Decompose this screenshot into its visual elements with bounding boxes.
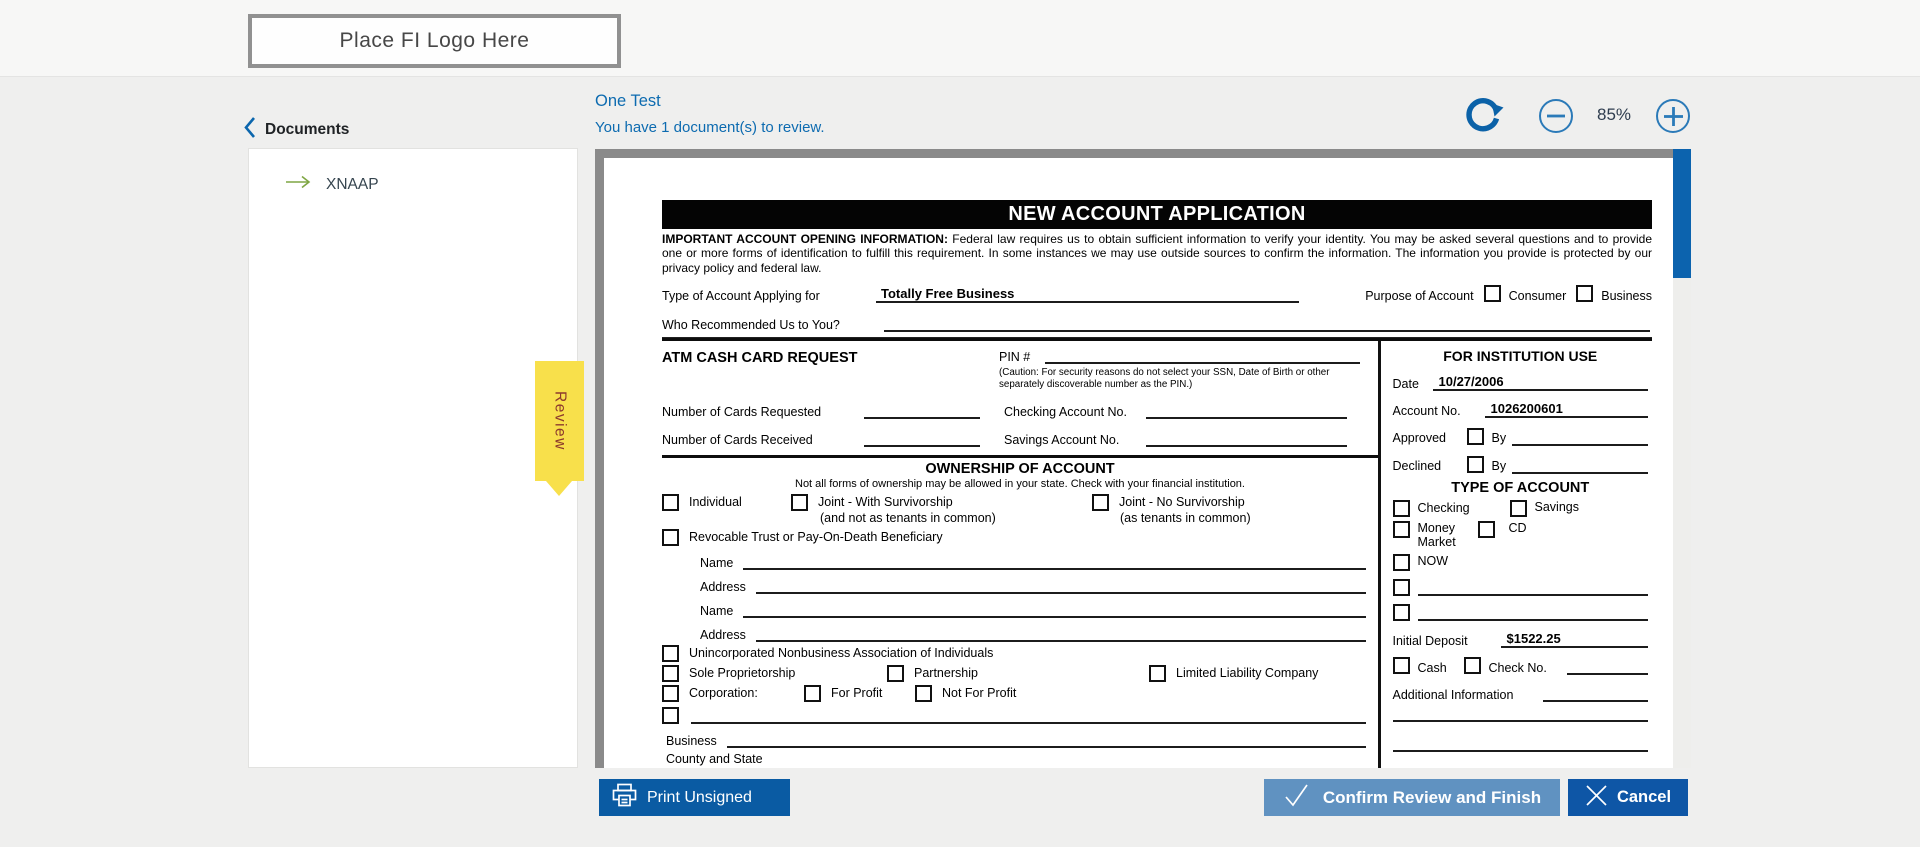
print-unsigned-button[interactable] <box>599 779 790 816</box>
fi-logo-text: Place FI Logo Here <box>339 29 530 52</box>
revocable-trust-label: Revocable Trust or Pay-On-Death Beneficiary <box>689 530 943 545</box>
who-recommended-row <box>662 313 1652 332</box>
checking-savings-row <box>1393 500 1649 517</box>
address-label: Address <box>700 627 746 642</box>
address-row-2 <box>662 618 1378 642</box>
plus-icon <box>1664 107 1683 126</box>
form-content <box>662 200 1652 768</box>
institution-use-title: FOR INSTITUTION USE <box>1443 348 1598 365</box>
field-line <box>756 640 1366 642</box>
declined-checkbox <box>1467 456 1484 473</box>
confirm-review-label: Confirm Review and Finish <box>1322 787 1542 807</box>
field-line <box>691 722 1366 724</box>
revocable-trust-checkbox <box>662 529 679 546</box>
partnership-checkbox <box>887 665 904 682</box>
type-of-account-value: Totally Free Business <box>876 286 1299 303</box>
cancel-button[interactable] <box>1568 779 1688 816</box>
zoom-level: 85% <box>1597 105 1632 124</box>
sole-proprietorship-label: Sole Proprietorship <box>689 666 796 681</box>
field-line <box>1418 594 1649 596</box>
account-type-row <box>662 282 1652 303</box>
rotate-icon <box>1462 94 1504 136</box>
review-flag[interactable] <box>535 361 584 481</box>
document-item-label: XNAAP <box>326 175 379 193</box>
check-no-checkbox <box>1464 657 1481 674</box>
account-number-row <box>1393 396 1649 418</box>
name-label: Name <box>700 555 734 570</box>
field-line <box>756 592 1366 594</box>
initial-deposit-label: Initial Deposit <box>1392 633 1468 648</box>
llc-checkbox <box>1149 665 1166 682</box>
field-line <box>1567 673 1649 675</box>
atm-section-row <box>662 347 1378 391</box>
now-row <box>1393 554 1649 571</box>
field-line <box>1146 445 1347 447</box>
cards-received-row <box>662 419 1378 447</box>
name-row-1 <box>662 546 1378 570</box>
ownership-subtitle: Not all forms of ownership may be allowed in your state. Check with your financial institution. <box>795 477 1245 490</box>
business-row <box>662 724 1378 748</box>
form-intro <box>662 232 1652 275</box>
county-state-label: County and State <box>666 751 763 766</box>
field-line <box>1418 619 1649 621</box>
document-list-item[interactable] <box>249 149 577 194</box>
form-title: NEW ACCOUNT APPLICATION <box>1008 203 1306 225</box>
address-label: Address <box>700 579 746 594</box>
other-account-row-1 <box>1393 574 1649 596</box>
business-label: Business <box>666 733 717 748</box>
field-line <box>1512 472 1648 474</box>
cash-label: Cash <box>1417 660 1447 675</box>
ownership-title: OWNERSHIP OF ACCOUNT <box>925 460 1115 477</box>
review-flag-tail <box>546 481 572 496</box>
form-left-column <box>662 341 1378 768</box>
sole-proprietorship-checkbox <box>662 665 679 682</box>
money-market-cd-row <box>1393 521 1649 550</box>
field-line <box>727 746 1366 748</box>
cash-checkbox <box>1393 657 1410 674</box>
individual-label: Individual <box>689 495 742 510</box>
llc-label: Limited Liability Company <box>1176 666 1319 681</box>
account-number-value: 1026200601 <box>1485 401 1649 418</box>
field-line <box>1512 444 1648 446</box>
checking-account-label: Checking Account No. <box>1004 404 1127 419</box>
corporation-label: Corporation: <box>689 686 758 701</box>
zoom-out-button[interactable] <box>1539 99 1573 133</box>
printer-icon <box>612 783 637 812</box>
corporation-row <box>662 685 1378 702</box>
rotate-button[interactable] <box>1462 94 1504 136</box>
date-value: 10/27/2006 <box>1433 374 1649 391</box>
intro-heading: IMPORTANT ACCOUNT OPENING INFORMATION: <box>662 232 948 246</box>
consumer-checkbox <box>1484 285 1501 302</box>
documents-title: Documents <box>265 121 350 138</box>
field-line <box>864 417 980 419</box>
form-title-bar <box>662 200 1652 229</box>
ownership-options-row <box>662 494 1378 511</box>
other-account-checkbox <box>1393 604 1410 621</box>
cd-checkbox <box>1478 521 1495 538</box>
type-of-account-title: TYPE OF ACCOUNT <box>1451 480 1590 497</box>
cards-requested-row <box>662 391 1378 419</box>
check-icon <box>1283 783 1310 813</box>
joint-no-survivorship-label: Joint - No Survivorship <box>1119 495 1245 510</box>
cancel-label: Cancel <box>1616 788 1672 806</box>
review-count-text: You have 1 document(s) to review. <box>595 119 825 136</box>
joint-no-survivorship-checkbox <box>1092 494 1109 511</box>
approved-row <box>1393 422 1649 446</box>
field-line <box>1045 362 1360 364</box>
now-checkbox <box>1393 554 1410 571</box>
address-row-1 <box>662 570 1378 594</box>
business-checkbox <box>1576 285 1593 302</box>
not-for-profit-checkbox <box>915 685 932 702</box>
individual-checkbox <box>662 494 679 511</box>
pin-row <box>999 347 1378 364</box>
business-label: Business <box>1601 289 1652 304</box>
unincorporated-row <box>662 645 1378 662</box>
cash-check-row <box>1393 651 1649 675</box>
checking-label: Checking <box>1417 501 1470 516</box>
print-unsigned-label: Print Unsigned <box>647 788 752 806</box>
unincorporated-label: Unincorporated Nonbusiness Association of Individuals <box>689 646 994 661</box>
revocable-trust-row <box>662 529 1378 546</box>
document-viewer <box>595 149 1691 768</box>
pin-block <box>999 347 1378 391</box>
ownership-subnotes-row <box>662 511 1378 525</box>
approved-label: Approved <box>1392 431 1447 446</box>
form-right-column <box>1381 341 1653 768</box>
fi-logo-placeholder <box>248 14 621 68</box>
corporation-checkbox <box>662 685 679 702</box>
top-header-bar <box>0 0 1920 77</box>
savings-checkbox <box>1510 500 1527 517</box>
field-line <box>1543 700 1649 702</box>
checking-checkbox <box>1393 500 1410 517</box>
name-label: Name <box>700 603 734 618</box>
blank-checkbox-row <box>662 704 1378 724</box>
joint-with-survivorship-checkbox <box>791 494 808 511</box>
documents-panel <box>248 148 578 768</box>
date-label: Date <box>1392 377 1419 392</box>
confirm-review-button[interactable] <box>1264 779 1560 816</box>
county-state-row <box>666 752 1378 766</box>
consumer-label: Consumer <box>1508 289 1567 304</box>
close-icon <box>1585 784 1608 812</box>
for-profit-checkbox <box>804 685 821 702</box>
approved-checkbox <box>1467 428 1484 445</box>
page-title: One Test <box>595 92 661 110</box>
other-account-row-2 <box>1393 599 1649 621</box>
savings-label: Savings <box>1534 500 1579 515</box>
atm-section-title: ATM CASH CARD REQUEST <box>662 350 858 367</box>
cards-received-label: Number of Cards Received <box>662 432 813 447</box>
account-number-label: Account No. <box>1392 404 1461 419</box>
document-page <box>604 158 1673 768</box>
documents-back-header[interactable] <box>243 116 349 144</box>
initial-deposit-row <box>1393 626 1649 648</box>
type-of-account-label: Type of Account Applying for <box>662 289 820 304</box>
money-market-label: Money Market <box>1417 521 1456 549</box>
joint-no-subnote: (as tenants in common) <box>1120 510 1251 525</box>
document-arrow-icon <box>285 175 312 194</box>
intro-body: Federal law requires us to obtain sufficient information to verify your identity. You may be asked several questions and to provide one or more forms of identification to fulfill this requirement. In some instances we may use outside sources to confirm the information. The information you provide is protected by our privacy policy and federal law. <box>662 232 1652 275</box>
ownership-rule <box>662 455 1378 458</box>
field-line <box>884 330 1650 332</box>
field-line <box>1146 417 1347 419</box>
joint-with-subnote: (and not as tenants in common) <box>820 510 996 525</box>
form-columns <box>662 341 1652 768</box>
scrollbar-thumb[interactable] <box>1673 149 1691 278</box>
field-line <box>743 568 1366 570</box>
back-chevron-icon <box>243 116 256 144</box>
joint-with-survivorship-label: Joint - With Survivorship <box>818 495 953 510</box>
pin-caution-text: (Caution: For security reasons do not select your SSN, Date of Birth or other separately discoverable number as the PIN.) <box>999 367 1330 390</box>
review-flag-label: Review <box>551 391 569 451</box>
unincorporated-checkbox <box>662 645 679 662</box>
by-label: By <box>1491 431 1507 446</box>
other-entity-checkbox <box>662 707 679 724</box>
minus-icon <box>1547 114 1565 118</box>
field-line <box>743 616 1366 618</box>
zoom-in-button[interactable] <box>1656 99 1690 133</box>
name-row-2 <box>662 594 1378 618</box>
date-row <box>1393 369 1649 391</box>
for-profit-label: For Profit <box>831 686 883 701</box>
field-line <box>1393 720 1649 722</box>
check-no-label: Check No. <box>1488 660 1547 675</box>
declined-label: Declined <box>1392 459 1442 474</box>
money-market-checkbox <box>1393 521 1410 538</box>
cd-label: CD <box>1508 521 1527 536</box>
initial-deposit-value: $1522.25 <box>1501 631 1649 648</box>
by-label: By <box>1491 459 1507 474</box>
partnership-label: Partnership <box>914 666 978 681</box>
pin-label: PIN # <box>999 350 1031 365</box>
now-label: NOW <box>1417 553 1449 568</box>
field-line <box>864 445 980 447</box>
cards-requested-label: Number of Cards Requested <box>662 404 822 419</box>
purpose-of-account-label: Purpose of Account <box>1365 289 1474 304</box>
field-line <box>1393 750 1649 752</box>
not-for-profit-label: Not For Profit <box>942 686 1017 701</box>
who-recommended-label: Who Recommended Us to You? <box>662 318 840 333</box>
additional-info-row <box>1393 678 1649 702</box>
entity-type-row <box>662 665 1378 682</box>
additional-info-label: Additional Information <box>1392 687 1514 702</box>
savings-account-label: Savings Account No. <box>1004 432 1120 447</box>
declined-row <box>1393 450 1649 474</box>
other-account-checkbox <box>1393 579 1410 596</box>
viewer-scrollbar[interactable] <box>1673 149 1691 768</box>
